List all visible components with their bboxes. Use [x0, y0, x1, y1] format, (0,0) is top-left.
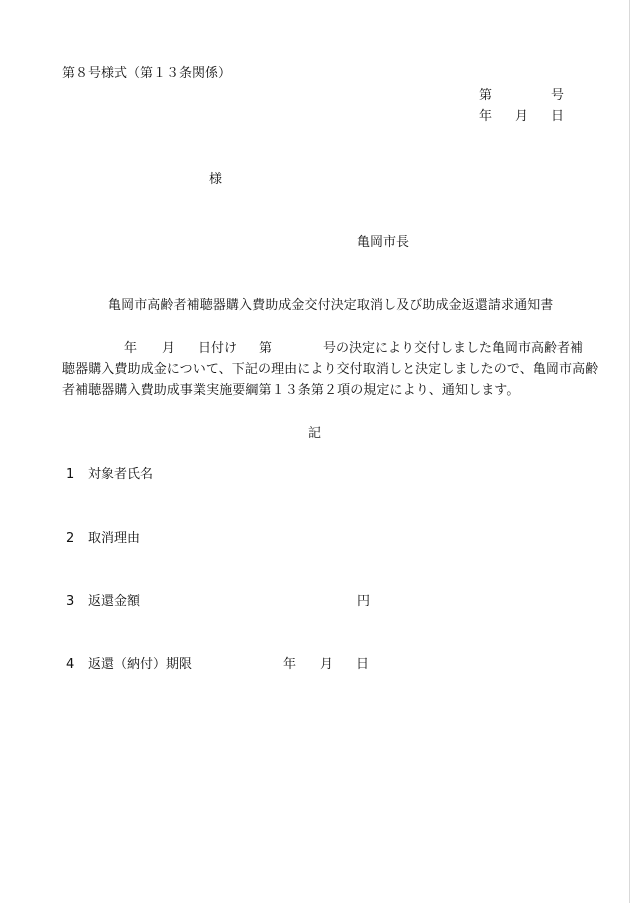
body-dated-label: 日付け — [198, 341, 238, 356]
deadline-day-label: 日 — [356, 657, 370, 672]
document-number-suffix: 号 — [551, 88, 565, 103]
amount-unit-label: 円 — [357, 594, 371, 609]
body-line-3-text: 者補聴器購入費助成事業実施要綱第１３条第２項の規定により、通知します。 — [62, 383, 520, 398]
addressee-honorific: 様 — [209, 172, 223, 187]
item-number: 3 — [66, 594, 75, 609]
body-month-label: 月 — [162, 341, 176, 356]
item-number: 4 — [66, 657, 75, 672]
deadline-month-label: 月 — [320, 657, 334, 672]
date-year-label: 年 — [479, 109, 493, 124]
body-line-1-text: 号の決定により交付しました亀岡市高齢者補 — [323, 341, 584, 356]
item-number: 2 — [66, 531, 75, 546]
deadline-year-label: 年 — [283, 657, 297, 672]
item-number: 1 — [66, 467, 75, 482]
item-label: 取消理由 — [88, 531, 141, 546]
date-month-label: 月 — [515, 109, 529, 124]
item-label: 返還金額 — [88, 594, 141, 609]
issuer-name: 亀岡市長 — [357, 235, 410, 250]
body-number-prefix: 第 — [259, 341, 273, 356]
body-year-label: 年 — [124, 341, 138, 356]
date-day-label: 日 — [551, 109, 565, 124]
ki-heading: 記 — [308, 426, 322, 441]
document-number-prefix: 第 — [479, 88, 493, 103]
body-line-2-text: 聴器購入費助成金について、下記の理由により交付取消しと決定しましたので、亀岡市高齢 — [62, 362, 599, 377]
form-number: 第８号様式（第１３条関係） — [62, 66, 232, 81]
item-label: 返還（納付）期限 — [88, 657, 193, 672]
item-label: 対象者氏名 — [88, 467, 154, 482]
document-title: 亀岡市高齢者補聴器購入費助成金交付決定取消し及び助成金返還請求通知書 — [108, 298, 554, 313]
